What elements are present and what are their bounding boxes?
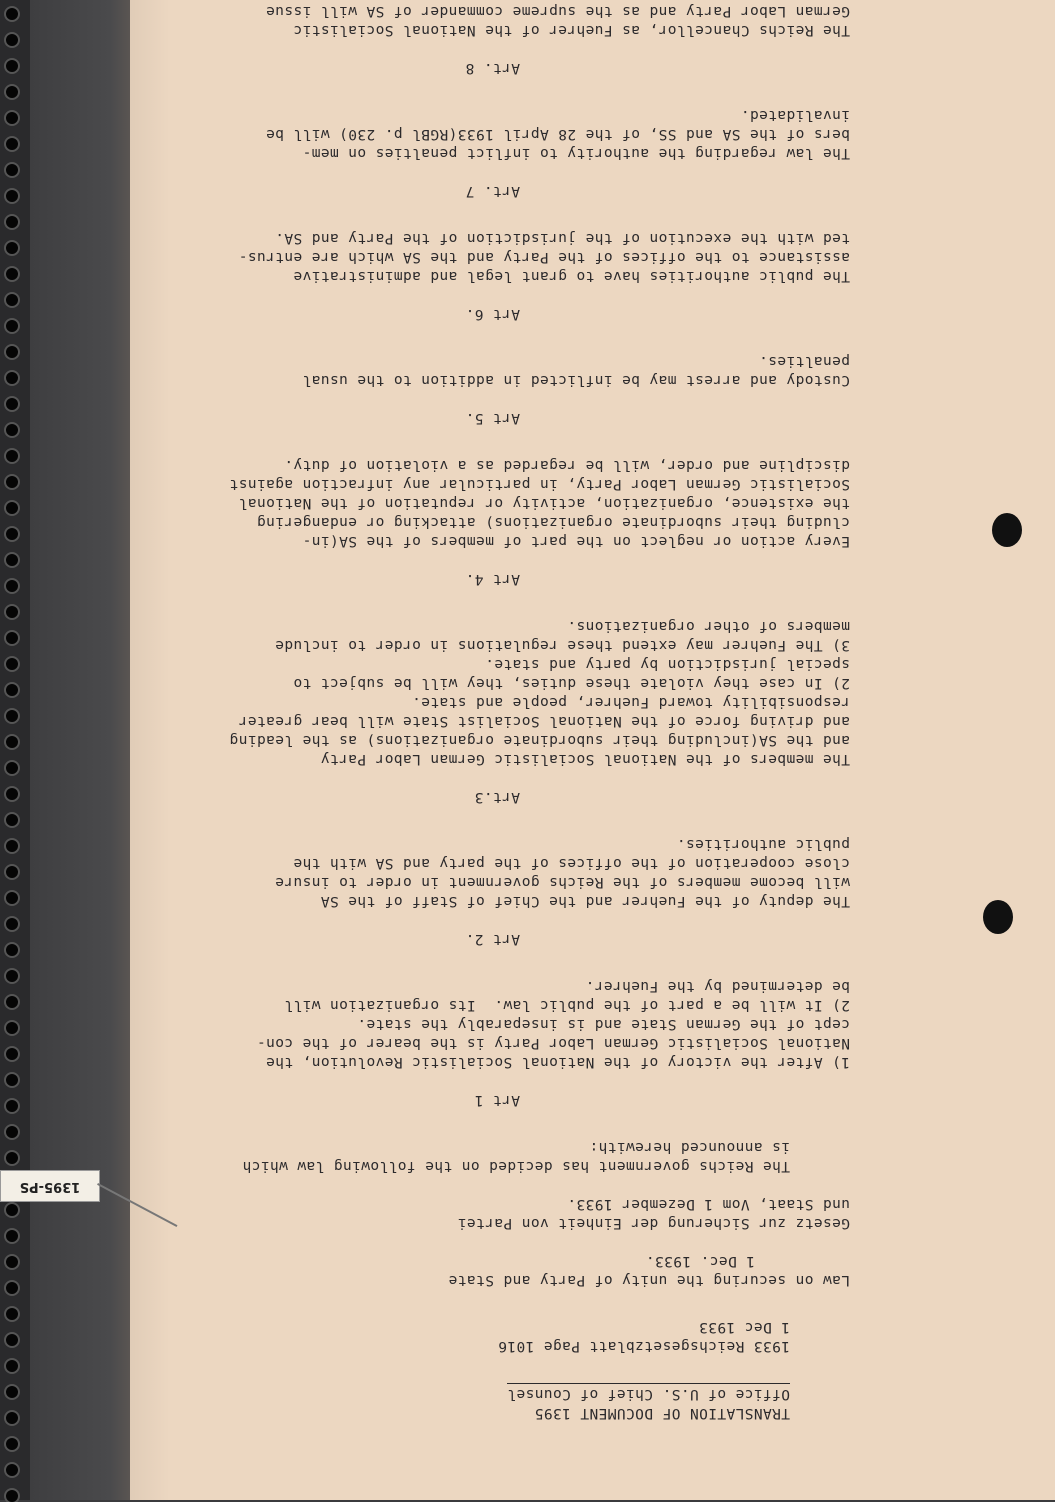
punch-hole [983, 900, 1013, 934]
binder-hole [6, 1256, 18, 1268]
article-line: members of other organizations. [566, 618, 850, 634]
binder-hole [6, 112, 18, 124]
article-line: penalties. [758, 353, 850, 369]
binder-hole [6, 918, 18, 930]
intro-line-1: The Reichs government has decided on the following law which [242, 1158, 790, 1174]
citation-line-1: 1933 Reichsgesetzblatt Page 1016 [497, 1338, 790, 1354]
article-heading: Art.3 [474, 789, 520, 805]
article-line: 2) In case they violate these duties, they will be subject to [293, 675, 850, 691]
binder-hole [6, 1152, 18, 1164]
punch-hole [992, 513, 1022, 547]
binder-hole [6, 580, 18, 592]
binder-strip [0, 0, 30, 1500]
exhibit-tag-label: 1395-PS [19, 1179, 81, 1194]
binder-hole [6, 476, 18, 488]
binder-hole [6, 866, 18, 878]
binder-hole [6, 34, 18, 46]
article-heading: Art 2. [465, 931, 520, 947]
rotated-page [130, 0, 1055, 1500]
articles [210, 0, 850, 1109]
article-heading: Art. 8 [465, 60, 520, 76]
binder-hole [6, 294, 18, 306]
title-line-2: 1 Dec. 1933. [645, 1253, 755, 1269]
binder-hole [6, 996, 18, 1008]
article-line: cept of the German State and is inseparably the state. [356, 1016, 850, 1032]
article-line: Every action or neglect on the part of members of the SA(in- [302, 533, 850, 549]
article-line: close cooperation of the offices of the party and SA with the [293, 855, 850, 871]
article-line: be determined by the Fuehrer. [585, 978, 850, 994]
german-title-line-1: Gesetz zur Sicherung der Einheit von Partei [457, 1215, 850, 1231]
binder-hole [6, 1048, 18, 1060]
article-line: 3) The Fuehrer may extend these regulations in order to include [274, 637, 850, 653]
article-line: and the SA(including their subordinate organizations) as the leading [229, 732, 850, 748]
article-line: National Socialistic German Labor Party is the bearer of the con- [256, 1035, 850, 1051]
binder-hole [6, 398, 18, 410]
article-line: German Labor Party and as the supreme commander of SA will issue [265, 3, 850, 19]
article-line: responsibility toward Fuehrer, people and state. [411, 694, 850, 710]
binder-hole [6, 320, 18, 332]
binder-hole [6, 1100, 18, 1112]
binder-hole [6, 632, 18, 644]
title-line-1: Law on securing the unity of Party and State [448, 1272, 850, 1288]
binder-hole [6, 1230, 18, 1242]
article-line: ted with the execution of the jurisdiction of the Party and SA. [274, 230, 850, 246]
binder-hole [6, 658, 18, 670]
binder-hole [6, 528, 18, 540]
binder-hole [6, 450, 18, 462]
binder-hole [6, 1204, 18, 1216]
article-heading: Art 1 [474, 1092, 520, 1108]
header-line-1: TRANSLATION OF DOCUMENT 1395 [534, 1405, 790, 1421]
exhibit-tag [0, 1170, 100, 1202]
binder-hole [6, 346, 18, 358]
article-line: Socialistic German Labor Party, in particular any infraction against [229, 476, 850, 492]
binder-hole [6, 8, 18, 20]
binder-hole [6, 788, 18, 800]
binder-hole [6, 60, 18, 72]
binder-hole [6, 1386, 18, 1398]
article-line: The public authorities have to grant legal and administrative [293, 268, 850, 284]
article-heading: Art 6. [465, 306, 520, 322]
article-line: The members of the National Socialistic German Labor Party [320, 751, 850, 767]
article-line: assistance to the offices of the Party and the SA which are entrus- [238, 249, 850, 265]
binder-hole [6, 1412, 18, 1424]
article-line: bers of the SA and SS, of the 28 April 1933(RGBl p. 230) will be [265, 126, 850, 142]
article-line: The law regarding the authority to inflict penalties on mem- [302, 145, 850, 161]
binder-hole [6, 242, 18, 254]
binder-hole [6, 970, 18, 982]
binder-hole [6, 710, 18, 722]
binder-hole [6, 216, 18, 228]
document-page [130, 0, 1055, 1500]
binder-hole [6, 1464, 18, 1476]
document-text [210, 0, 850, 1422]
binder-hole [6, 944, 18, 956]
binder-hole [6, 606, 18, 618]
article-heading: Art. 7 [465, 183, 520, 199]
article-line: The Reichs Chancellor, as Fuehrer of the National Socialistic [293, 22, 850, 38]
article-line: discipline and order, will be regarded as a violation of duty. [283, 457, 850, 473]
article-line: 1) After the victory of the National Socialistic Revolution, the [265, 1054, 850, 1070]
german-title-line-2: und Staat, Vom 1 Dezember 1933. [566, 1196, 850, 1212]
binder-hole [6, 1490, 18, 1502]
binder-hole [6, 840, 18, 852]
binder-hole [6, 138, 18, 150]
binder-gutter [30, 0, 130, 1500]
intro-line-2: is announced herewith: [589, 1139, 790, 1155]
article-heading: Art 4. [465, 571, 520, 587]
article-line: will become members of the Reichs government in order to insure [274, 874, 850, 890]
binder-hole [6, 1438, 18, 1450]
article-line: the existence, organization, activity or reputation of the National [238, 495, 850, 511]
article-line: invalidated. [740, 107, 850, 123]
binder-hole [6, 684, 18, 696]
binder-hole [6, 1282, 18, 1294]
binder-hole [6, 736, 18, 748]
binder-hole [6, 1126, 18, 1138]
binder-hole [6, 164, 18, 176]
binder-hole [6, 1074, 18, 1086]
article-line: public authorities. [676, 836, 850, 852]
binder-hole [6, 502, 18, 514]
binder-hole [6, 190, 18, 202]
binder-hole [6, 1022, 18, 1034]
binder-hole [6, 268, 18, 280]
binder-hole [6, 762, 18, 774]
header-line-2: Office of U.S. Chief of Counsel [507, 1383, 790, 1403]
binder-hole [6, 892, 18, 904]
article-line: Custody and arrest may be inflicted in addition to the usual [302, 372, 850, 388]
article-line: special jurisdiction by party and state. [484, 656, 850, 672]
binder-hole [6, 1334, 18, 1346]
article-line: 2) It will be a part of the public law. Its organization will [283, 997, 850, 1013]
binder-hole [6, 424, 18, 436]
binder-hole [6, 554, 18, 566]
binder-hole [6, 1360, 18, 1372]
binder-hole [6, 1308, 18, 1320]
article-line: and driving force of the National Socialist State will bear greater [238, 713, 850, 729]
binder-hole [6, 814, 18, 826]
article-heading: Art 5. [465, 410, 520, 426]
binder-hole [6, 372, 18, 384]
citation-line-2: 1 Dec 1933 [698, 1319, 790, 1335]
article-line: The deputy of the Fuehrer and the Chief of Staff of the SA [320, 893, 850, 909]
binder-hole [6, 86, 18, 98]
article-line: cluding their subordinate organizations) attacking or endangering [256, 514, 850, 530]
article-line [210, 0, 850, 1]
